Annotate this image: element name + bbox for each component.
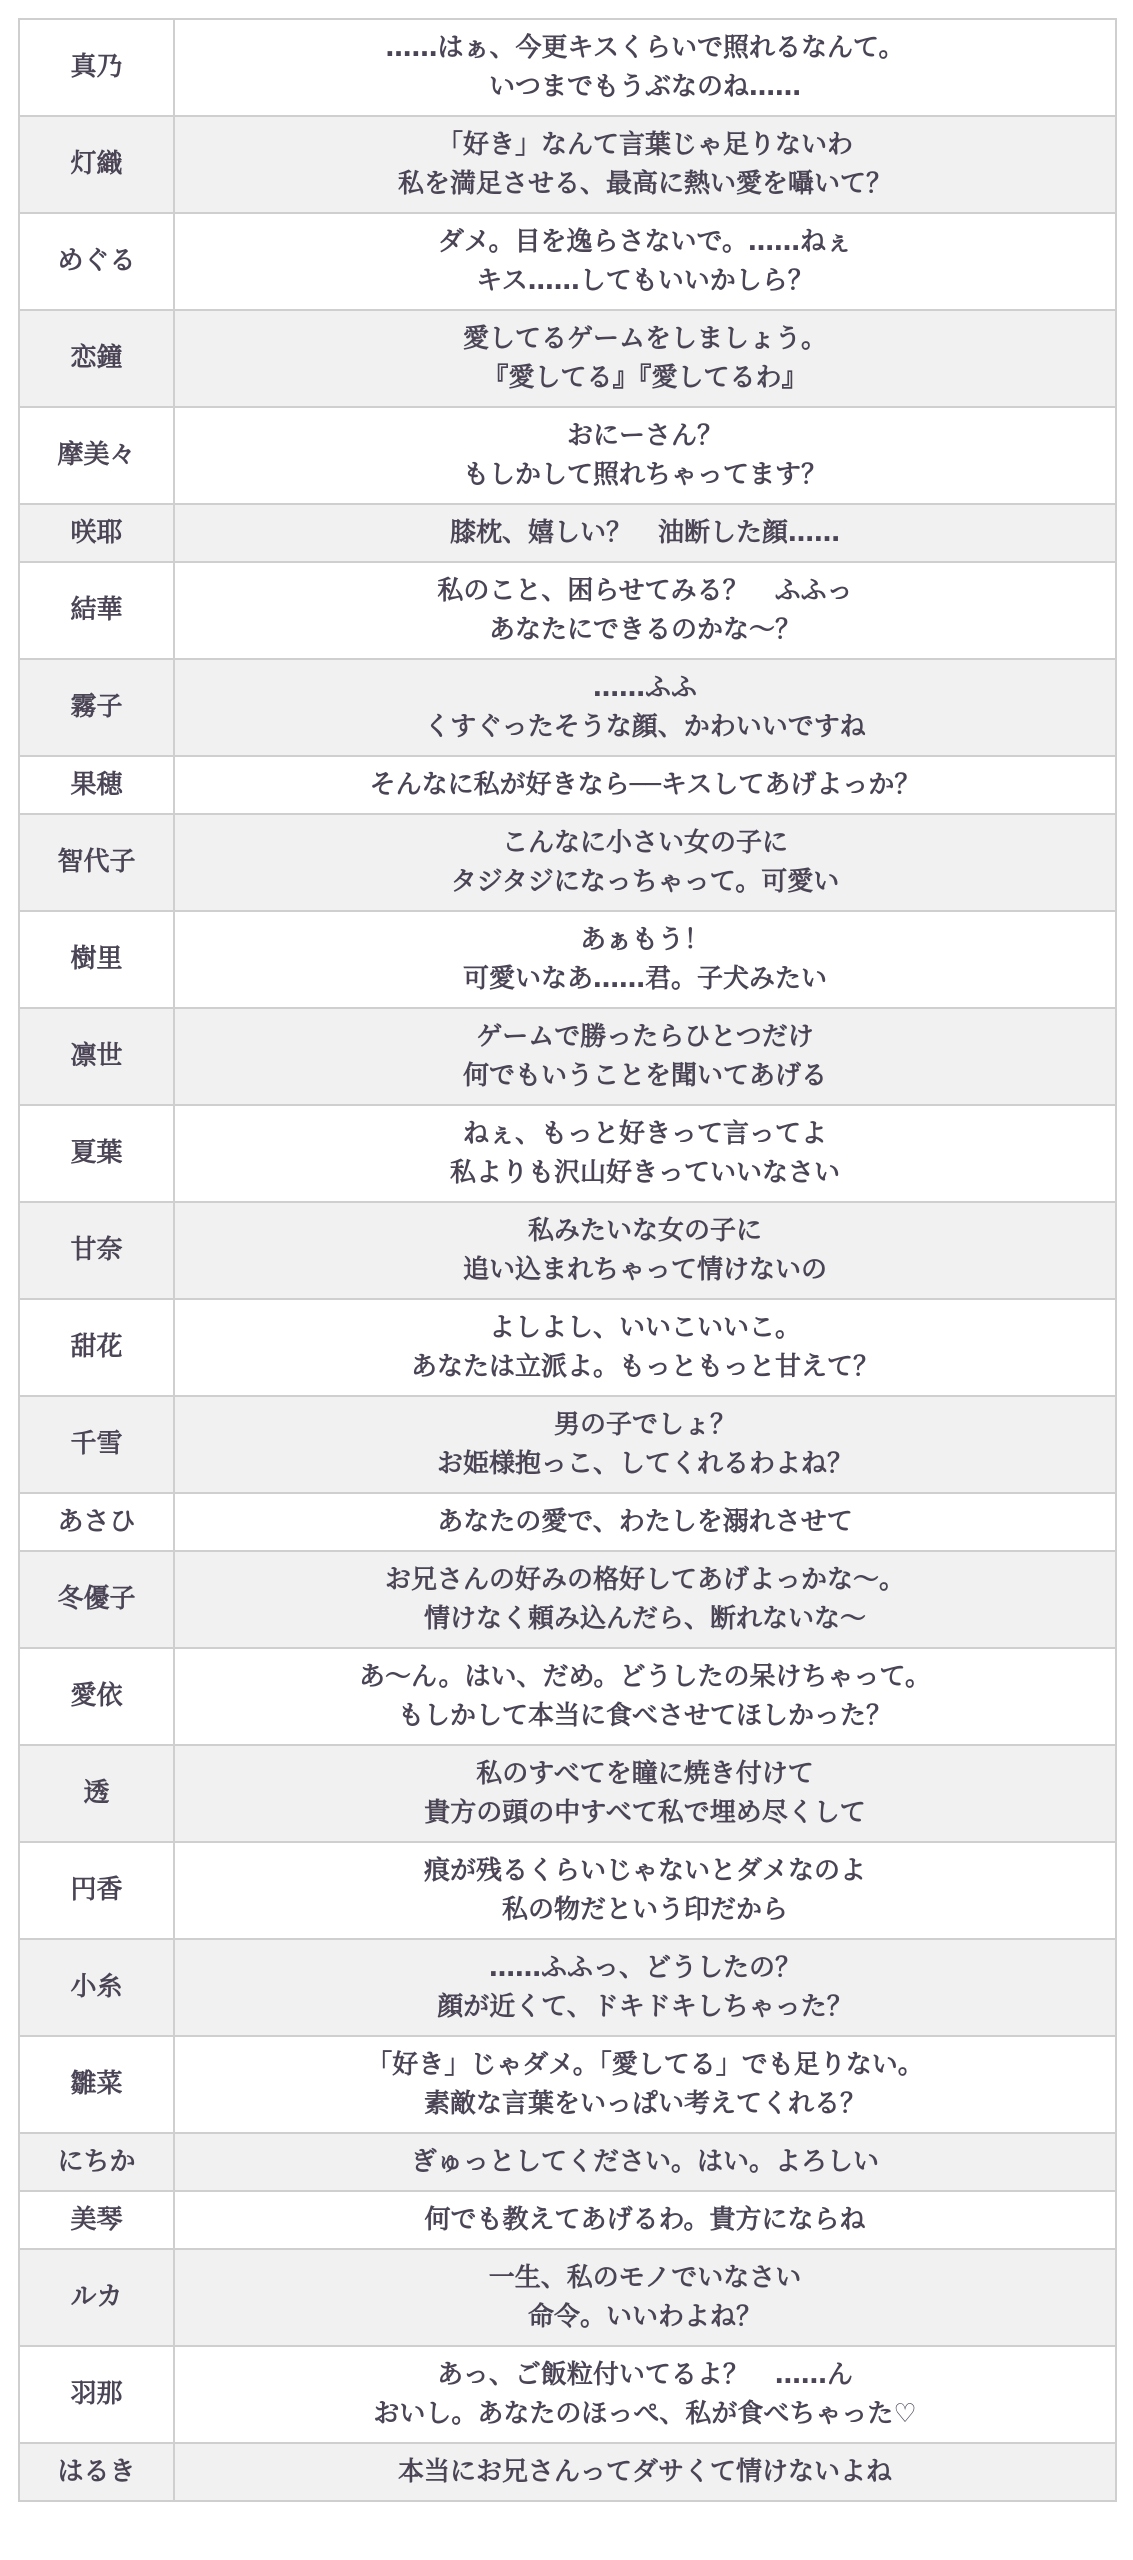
- table-row: [19, 1105, 1116, 1202]
- character-line: 膝枕、嬉しい？ 油断した顔……: [174, 504, 1116, 562]
- table-row: [19, 2346, 1116, 2443]
- character-name: 結華: [19, 562, 174, 659]
- table-row: [19, 2249, 1116, 2346]
- character-line: 「好き」じゃダメ。「愛してる」でも足りない。 素敵な言葉をいっぱい考えてくれる？: [174, 2036, 1116, 2133]
- character-name: 樹里: [19, 911, 174, 1008]
- table-row: [19, 504, 1116, 562]
- table-row: [19, 2036, 1116, 2133]
- character-line: あ〜ん。はい、だめ。どうしたの呆けちゃって。 もしかして本当に食べさせてほしかった？: [174, 1648, 1116, 1745]
- character-name: 冬優子: [19, 1551, 174, 1648]
- character-line: お兄さんの好みの格好してあげよっかな〜。 情けなく頼み込んだら、断れないな〜: [174, 1551, 1116, 1648]
- table-row: [19, 1493, 1116, 1551]
- character-line: あぁもう！ 可愛いなあ……君。子犬みたい: [174, 911, 1116, 1008]
- character-line: あなたの愛で、わたしを溺れさせて: [174, 1493, 1116, 1551]
- table-row: [19, 2133, 1116, 2191]
- character-line: ……はぁ、今更キスくらいで照れるなんて。 いつまでもうぶなのね……: [174, 19, 1116, 116]
- table-row: [19, 2443, 1116, 2501]
- table-row: [19, 1842, 1116, 1939]
- character-line: 本当にお兄さんってダサくて情けないよね: [174, 2443, 1116, 2501]
- character-name: 甘奈: [19, 1202, 174, 1299]
- character-line: 「好き」なんて言葉じゃ足りないわ 私を満足させる、最高に熱い愛を囁いて？: [174, 116, 1116, 213]
- character-name: あさひ: [19, 1493, 174, 1551]
- character-line: 愛してるゲームをしましょう。 『愛してる』『愛してるわ』: [174, 310, 1116, 407]
- character-line: 痕が残るくらいじゃないとダメなのよ 私の物だという印だから: [174, 1842, 1116, 1939]
- character-name: 円香: [19, 1842, 174, 1939]
- table-row: [19, 407, 1116, 504]
- character-name: ルカ: [19, 2249, 174, 2346]
- table-row: [19, 659, 1116, 756]
- character-name: 甜花: [19, 1299, 174, 1396]
- character-name: 果穂: [19, 756, 174, 814]
- table-row: [19, 213, 1116, 310]
- character-name: 夏葉: [19, 1105, 174, 1202]
- table-row: [19, 1939, 1116, 2036]
- character-lines-table-container: [18, 18, 1115, 2502]
- character-name: 霧子: [19, 659, 174, 756]
- character-name: めぐる: [19, 213, 174, 310]
- character-name: 恋鐘: [19, 310, 174, 407]
- table-row: [19, 1202, 1116, 1299]
- character-name: 透: [19, 1745, 174, 1842]
- table-row: [19, 116, 1116, 213]
- character-line: こんなに小さい女の子に タジタジになっちゃって。可愛い: [174, 814, 1116, 911]
- character-line: おにーさん？ もしかして照れちゃってます？: [174, 407, 1116, 504]
- character-line: よしよし、いいこいいこ。 あなたは立派よ。もっともっと甘えて？: [174, 1299, 1116, 1396]
- character-name: 美琴: [19, 2191, 174, 2249]
- character-line: ぎゅっとしてください。はい。よろしい: [174, 2133, 1116, 2191]
- character-line: 一生、私のモノでいなさい 命令。いいわよね？: [174, 2249, 1116, 2346]
- character-line: 私みたいな女の子に 追い込まれちゃって情けないの: [174, 1202, 1116, 1299]
- table-row: [19, 1551, 1116, 1648]
- table-row: [19, 1745, 1116, 1842]
- table-row: [19, 310, 1116, 407]
- character-name: 灯織: [19, 116, 174, 213]
- character-line: ゲームで勝ったらひとつだけ 何でもいうことを聞いてあげる: [174, 1008, 1116, 1105]
- character-name: 凛世: [19, 1008, 174, 1105]
- character-name: はるき: [19, 2443, 174, 2501]
- character-name: 咲耶: [19, 504, 174, 562]
- table-row: [19, 1648, 1116, 1745]
- table-row: [19, 19, 1116, 116]
- character-line: ……ふふ くすぐったそうな顔、かわいいですね: [174, 659, 1116, 756]
- character-name: 摩美々: [19, 407, 174, 504]
- character-name: 羽那: [19, 2346, 174, 2443]
- character-name: 雛菜: [19, 2036, 174, 2133]
- character-line: 何でも教えてあげるわ。貴方にならね: [174, 2191, 1116, 2249]
- table-row: [19, 1008, 1116, 1105]
- table-row: [19, 911, 1116, 1008]
- table-row: [19, 1299, 1116, 1396]
- character-line: 私のすべてを瞳に焼き付けて 貴方の頭の中すべて私で埋め尽くして: [174, 1745, 1116, 1842]
- character-line: 男の子でしょ？ お姫様抱っこ、してくれるわよね？: [174, 1396, 1116, 1493]
- table-row: [19, 1396, 1116, 1493]
- character-name: にちか: [19, 2133, 174, 2191]
- character-name: 智代子: [19, 814, 174, 911]
- character-name: 愛依: [19, 1648, 174, 1745]
- character-line: そんなに私が好きなら──キスしてあげよっか？: [174, 756, 1116, 814]
- table-row: [19, 562, 1116, 659]
- character-lines-table: [18, 18, 1117, 2502]
- table-row: [19, 2191, 1116, 2249]
- character-name: 真乃: [19, 19, 174, 116]
- character-name: 千雪: [19, 1396, 174, 1493]
- table-row: [19, 814, 1116, 911]
- character-line: ダメ。目を逸らさないで。……ねぇ キス……してもいいかしら？: [174, 213, 1116, 310]
- character-line: 私のこと、困らせてみる？ ふふっ あなたにできるのかな〜？: [174, 562, 1116, 659]
- character-line: ……ふふっ、どうしたの？ 顔が近くて、ドキドキしちゃった？: [174, 1939, 1116, 2036]
- character-name: 小糸: [19, 1939, 174, 2036]
- table-row: [19, 756, 1116, 814]
- character-line: ねぇ、もっと好きって言ってよ 私よりも沢山好きっていいなさい: [174, 1105, 1116, 1202]
- character-line: あっ、ご飯粒付いてるよ？ ……ん おいし。あなたのほっぺ、私が食べちゃった♡: [174, 2346, 1116, 2443]
